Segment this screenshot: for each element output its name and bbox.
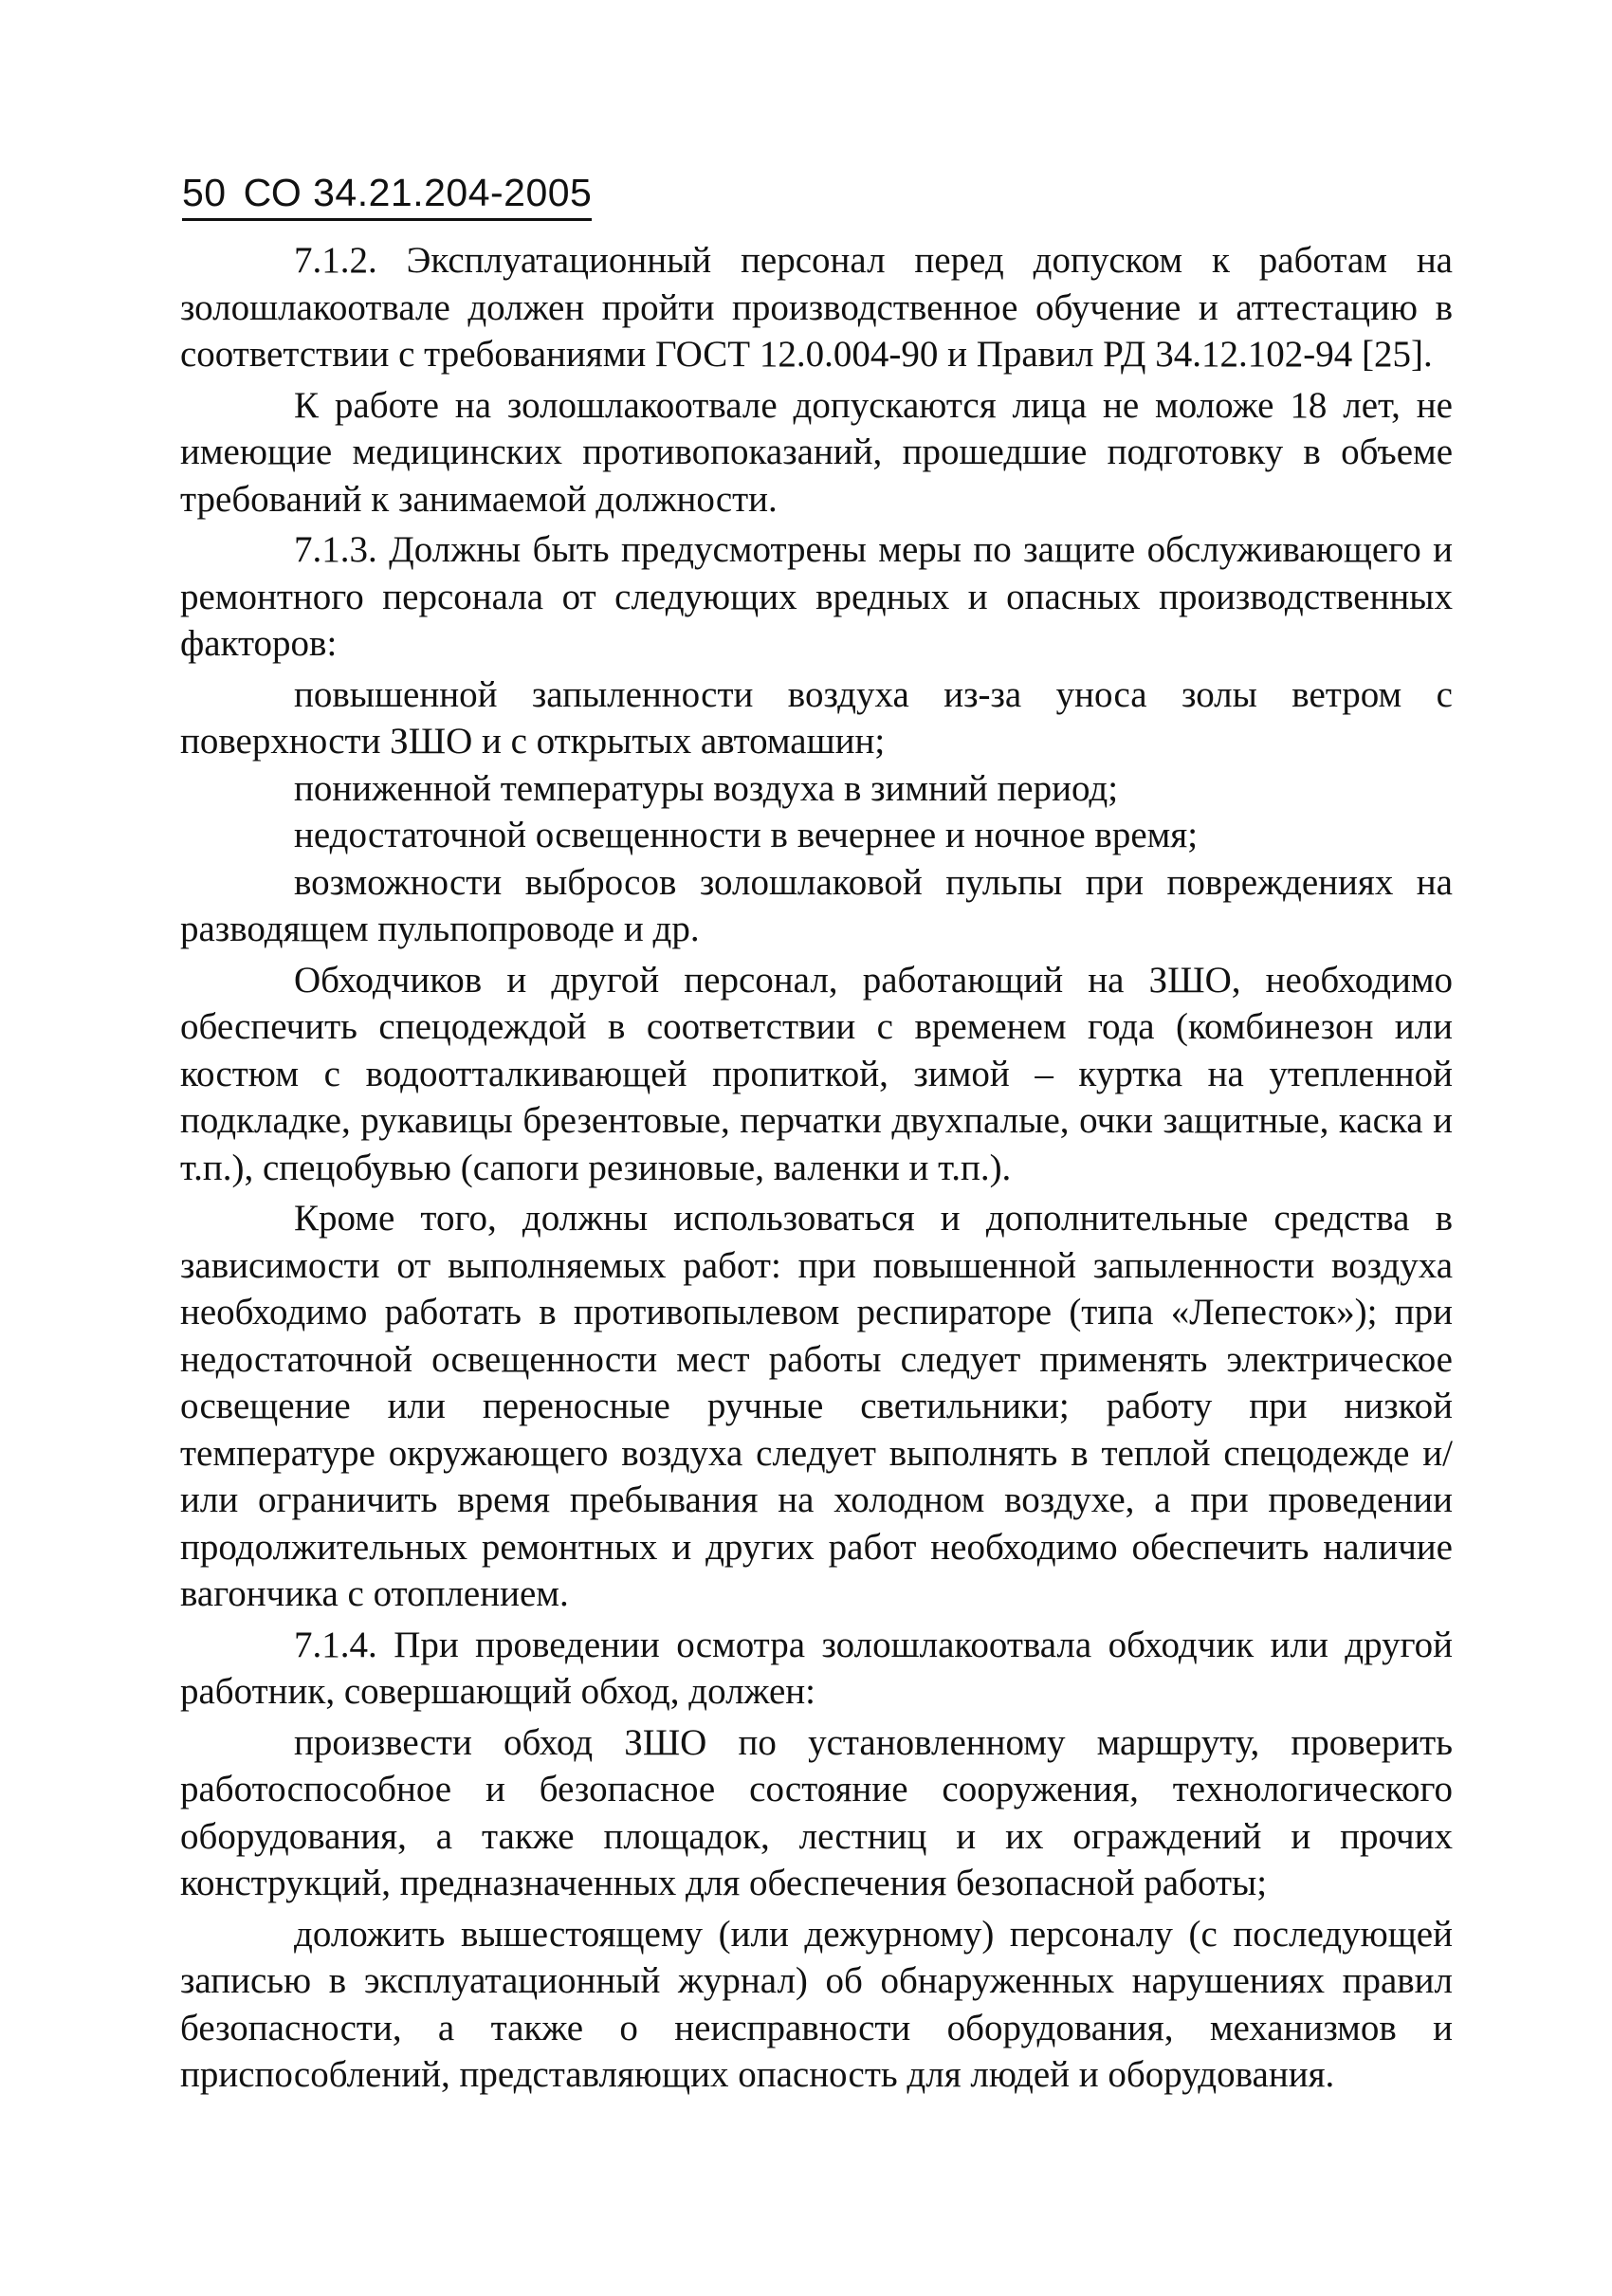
page-number: 50 [182,171,227,214]
paragraph-7-1-4: 7.1.4. При проведении осмотра золошлакоотвала обходчик или другой работник, совершающий обход, должен: [180,1624,1453,1712]
paragraph-7-1-3: 7.1.3. Должны быть предусмотрены меры по защите обслуживающего и ремонтного персонала от следующих вредных и опасных производственных факторов: [180,529,1453,664]
list-item-dust: повышенной запыленности воздуха из-за уноса золы ветром с поверхности ЗШО и с открытых автомашин; [180,673,1453,762]
list-item-low-temperature: пониженной температуры воздуха в зимний период; [294,767,1119,809]
paragraph-additional-means: Кроме того, должны использоваться и дополнительные средства в зависимости от выполняемых работ: при повышенной запыленности воздуха необходимо работать в противопылевом респираторе (типа «Лепесток»); при недостаточной освещенности мест работы следует применять электрическое освещение или переносные ручные светильники; работу при низкой температуре окружающего воздуха следует выполнять в теплой спецодежде и/или ограничить время пребывания на холодном воздухе, а при проведении продолжительных ремонтных и других работ необходимо обеспечить наличие вагончика с отоплением. [180,1198,1453,1614]
list-item-lighting: недостаточной освещенности в вечернее и ночное время; [294,815,1199,855]
paragraph-7-1-2: 7.1.2. Эксплуатационный персонал перед допуском к работам на золошлакоотвале должен пройти производственное обучение и аттестацию в соответствии с требованиями ГОСТ 12.0.004-90 и Правил РД 34.12.102-94 [25]. [180,240,1453,375]
page-header [182,169,592,221]
list-item-pulp-release: возможности выбросов золошлаковой пульпы при повреждениях на разводящем пульпопроводе и др. [180,861,1453,949]
paragraph-workwear: Обходчиков и другой персонал, работающий на ЗШО, необходимо обеспечить спецодеждой в соответствии с временем года (комбинезон или костюм с водоотталкивающей пропиткой, зимой – куртка на утепленной подкладке, рукавицы брезентовые, перчатки двухпалые, очки защитные, каска и т.п.), спецобувью (сапоги резиновые, валенки и т.п.). [180,959,1453,1188]
body-text [180,237,1453,2099]
paragraph-admission: К работе на золошлакоотвале допускаются лица не моложе 18 лет, не имеющие медицинских противопоказаний, прошедшие подготовку в объеме требований к занимаемой должности. [180,384,1453,520]
list-item-inspection-route: произвести обход ЗШО по установленному маршруту, проверить работоспособное и безопасное состояние сооружения, технологического оборудования, а также площадок, лестниц и их ограждений и прочих конструкций, предназначенных для обеспечения безопасной работы; [180,1721,1453,1903]
document-code: СО 34.21.204-2005 [243,171,593,214]
list-item-report-violations: доложить вышестоящему (или дежурному) персоналу (с последующей записью в эксплуатационный журнал) об обнаруженных нарушениях правил безопасности, а также о неисправности оборудования, механизмов и приспособлений, представляющих опасность для людей и оборудования. [180,1913,1453,2095]
